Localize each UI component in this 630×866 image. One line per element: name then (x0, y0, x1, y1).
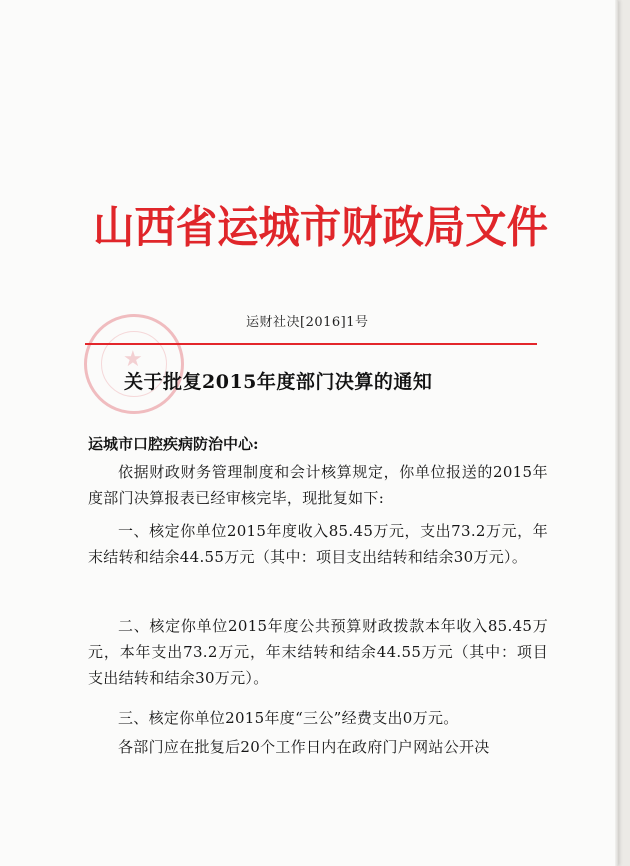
addressee: 运城市口腔疾病防治中心: (88, 435, 259, 453)
scan-edge (615, 0, 618, 866)
seal-star-icon: ★ (123, 347, 143, 372)
paragraph-closing: 各部门应在批复后20个工作日内在政府门户网站公开决 (118, 738, 490, 756)
paragraph-item-2: 二、核定你单位2015年度公共预算财政拨款本年收入85.45万元，本年支出73.2万元，年末结转和结余44.55万元（其中：项目支出结转和结余30万元）。 (88, 617, 548, 687)
official-seal-stamp (84, 314, 184, 414)
notice-title: 关于批复2015年度部门决算的通知 (124, 371, 433, 393)
paragraph-intro: 依据财政财务管理制度和会计核算规定，你单位报送的2015年度部门决算报表已经审核完毕，现批复如下: (88, 463, 548, 507)
document-header-title: 山西省运城市财政局文件 (93, 202, 548, 253)
paragraph-item-1: 一、核定你单位2015年度收入85.45万元，支出73.2万元，年末结转和结余44.55万元（其中：项目支出结转和结余30万元）。 (88, 522, 548, 566)
document-number: 运财社决[2016]1号 (246, 315, 369, 330)
paragraph-item-3: 三、核定你单位2015年度“三公”经费支出0万元。 (118, 709, 459, 727)
red-divider-line (85, 343, 537, 345)
